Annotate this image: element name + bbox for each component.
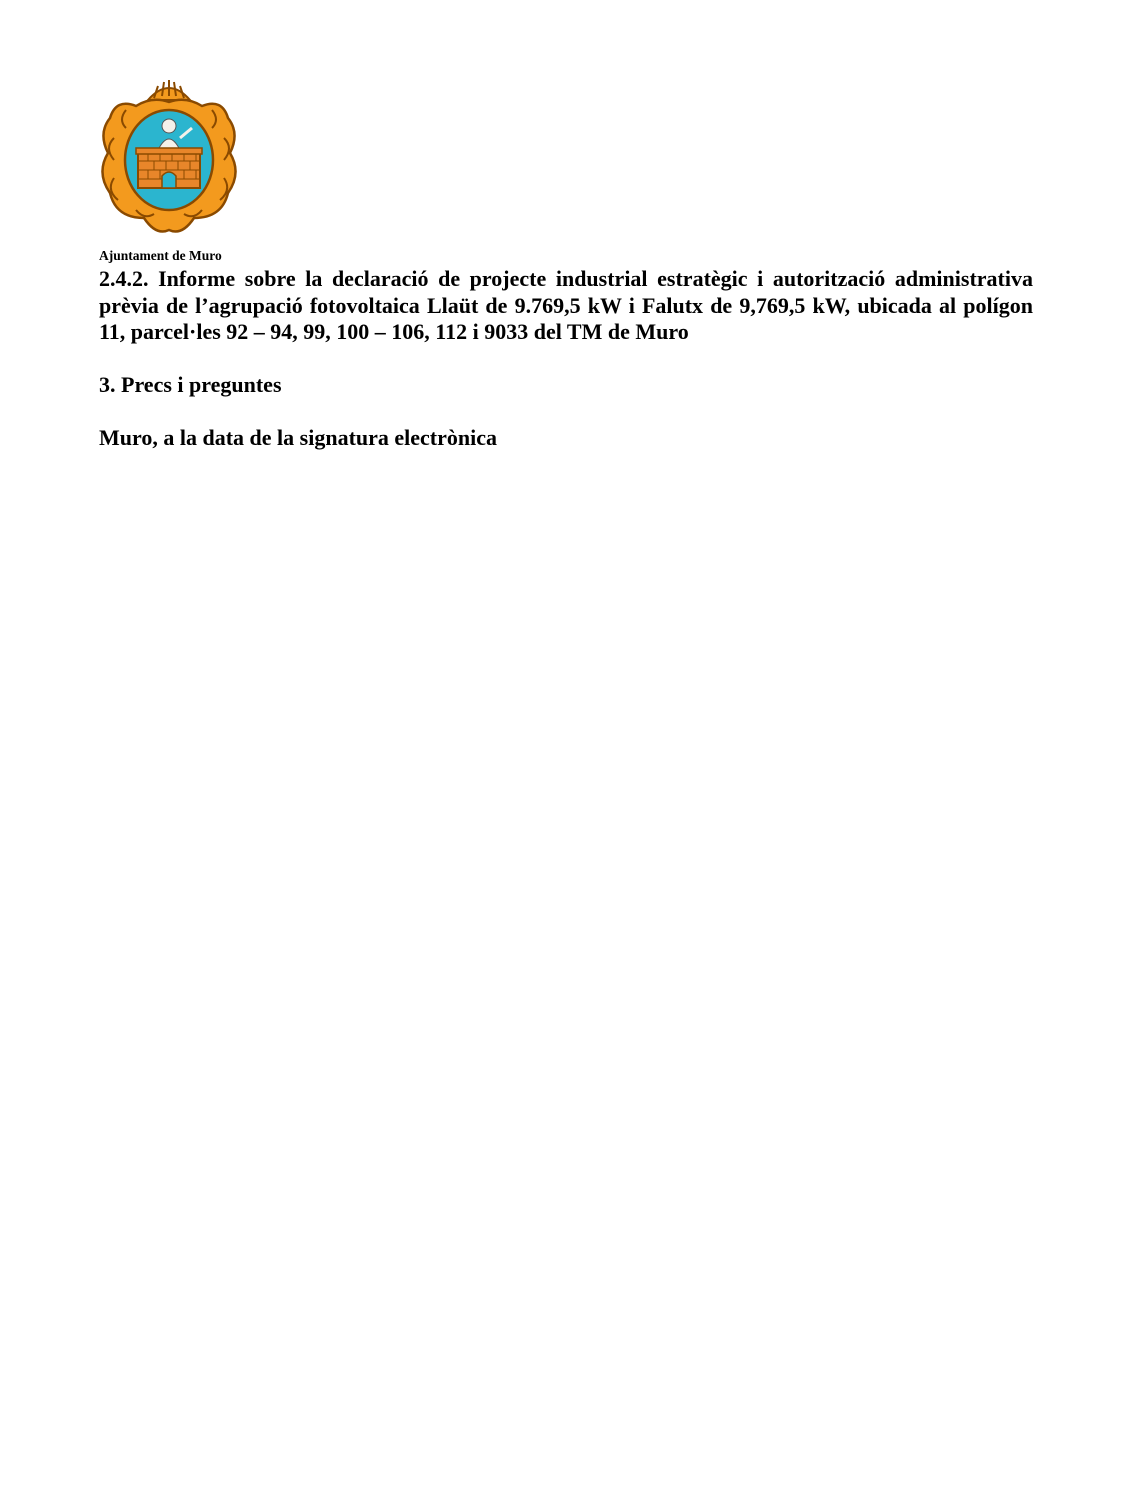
- muro-coat-of-arms-icon: [96, 78, 242, 236]
- agenda-section-3: 3. Precs i preguntes: [99, 372, 282, 397]
- closing-line: Muro, a la data de la signatura electrònica: [99, 425, 497, 450]
- agenda-item-2-4-2: 2.4.2. Informe sobre la declaració de projecte industrial estratègic i autorització administrativa prèvia de l’agrupació fotovoltaica Llaüt de 9.769,5 kW i Falutx de 9,769,5 kW, ubicada al polígon 11, parcel·les 92 – 94, 99, 100 – 106, 112 i 9033 del TM de Muro: [99, 266, 1033, 344]
- organization-name: Ajuntament de Muro: [99, 248, 222, 263]
